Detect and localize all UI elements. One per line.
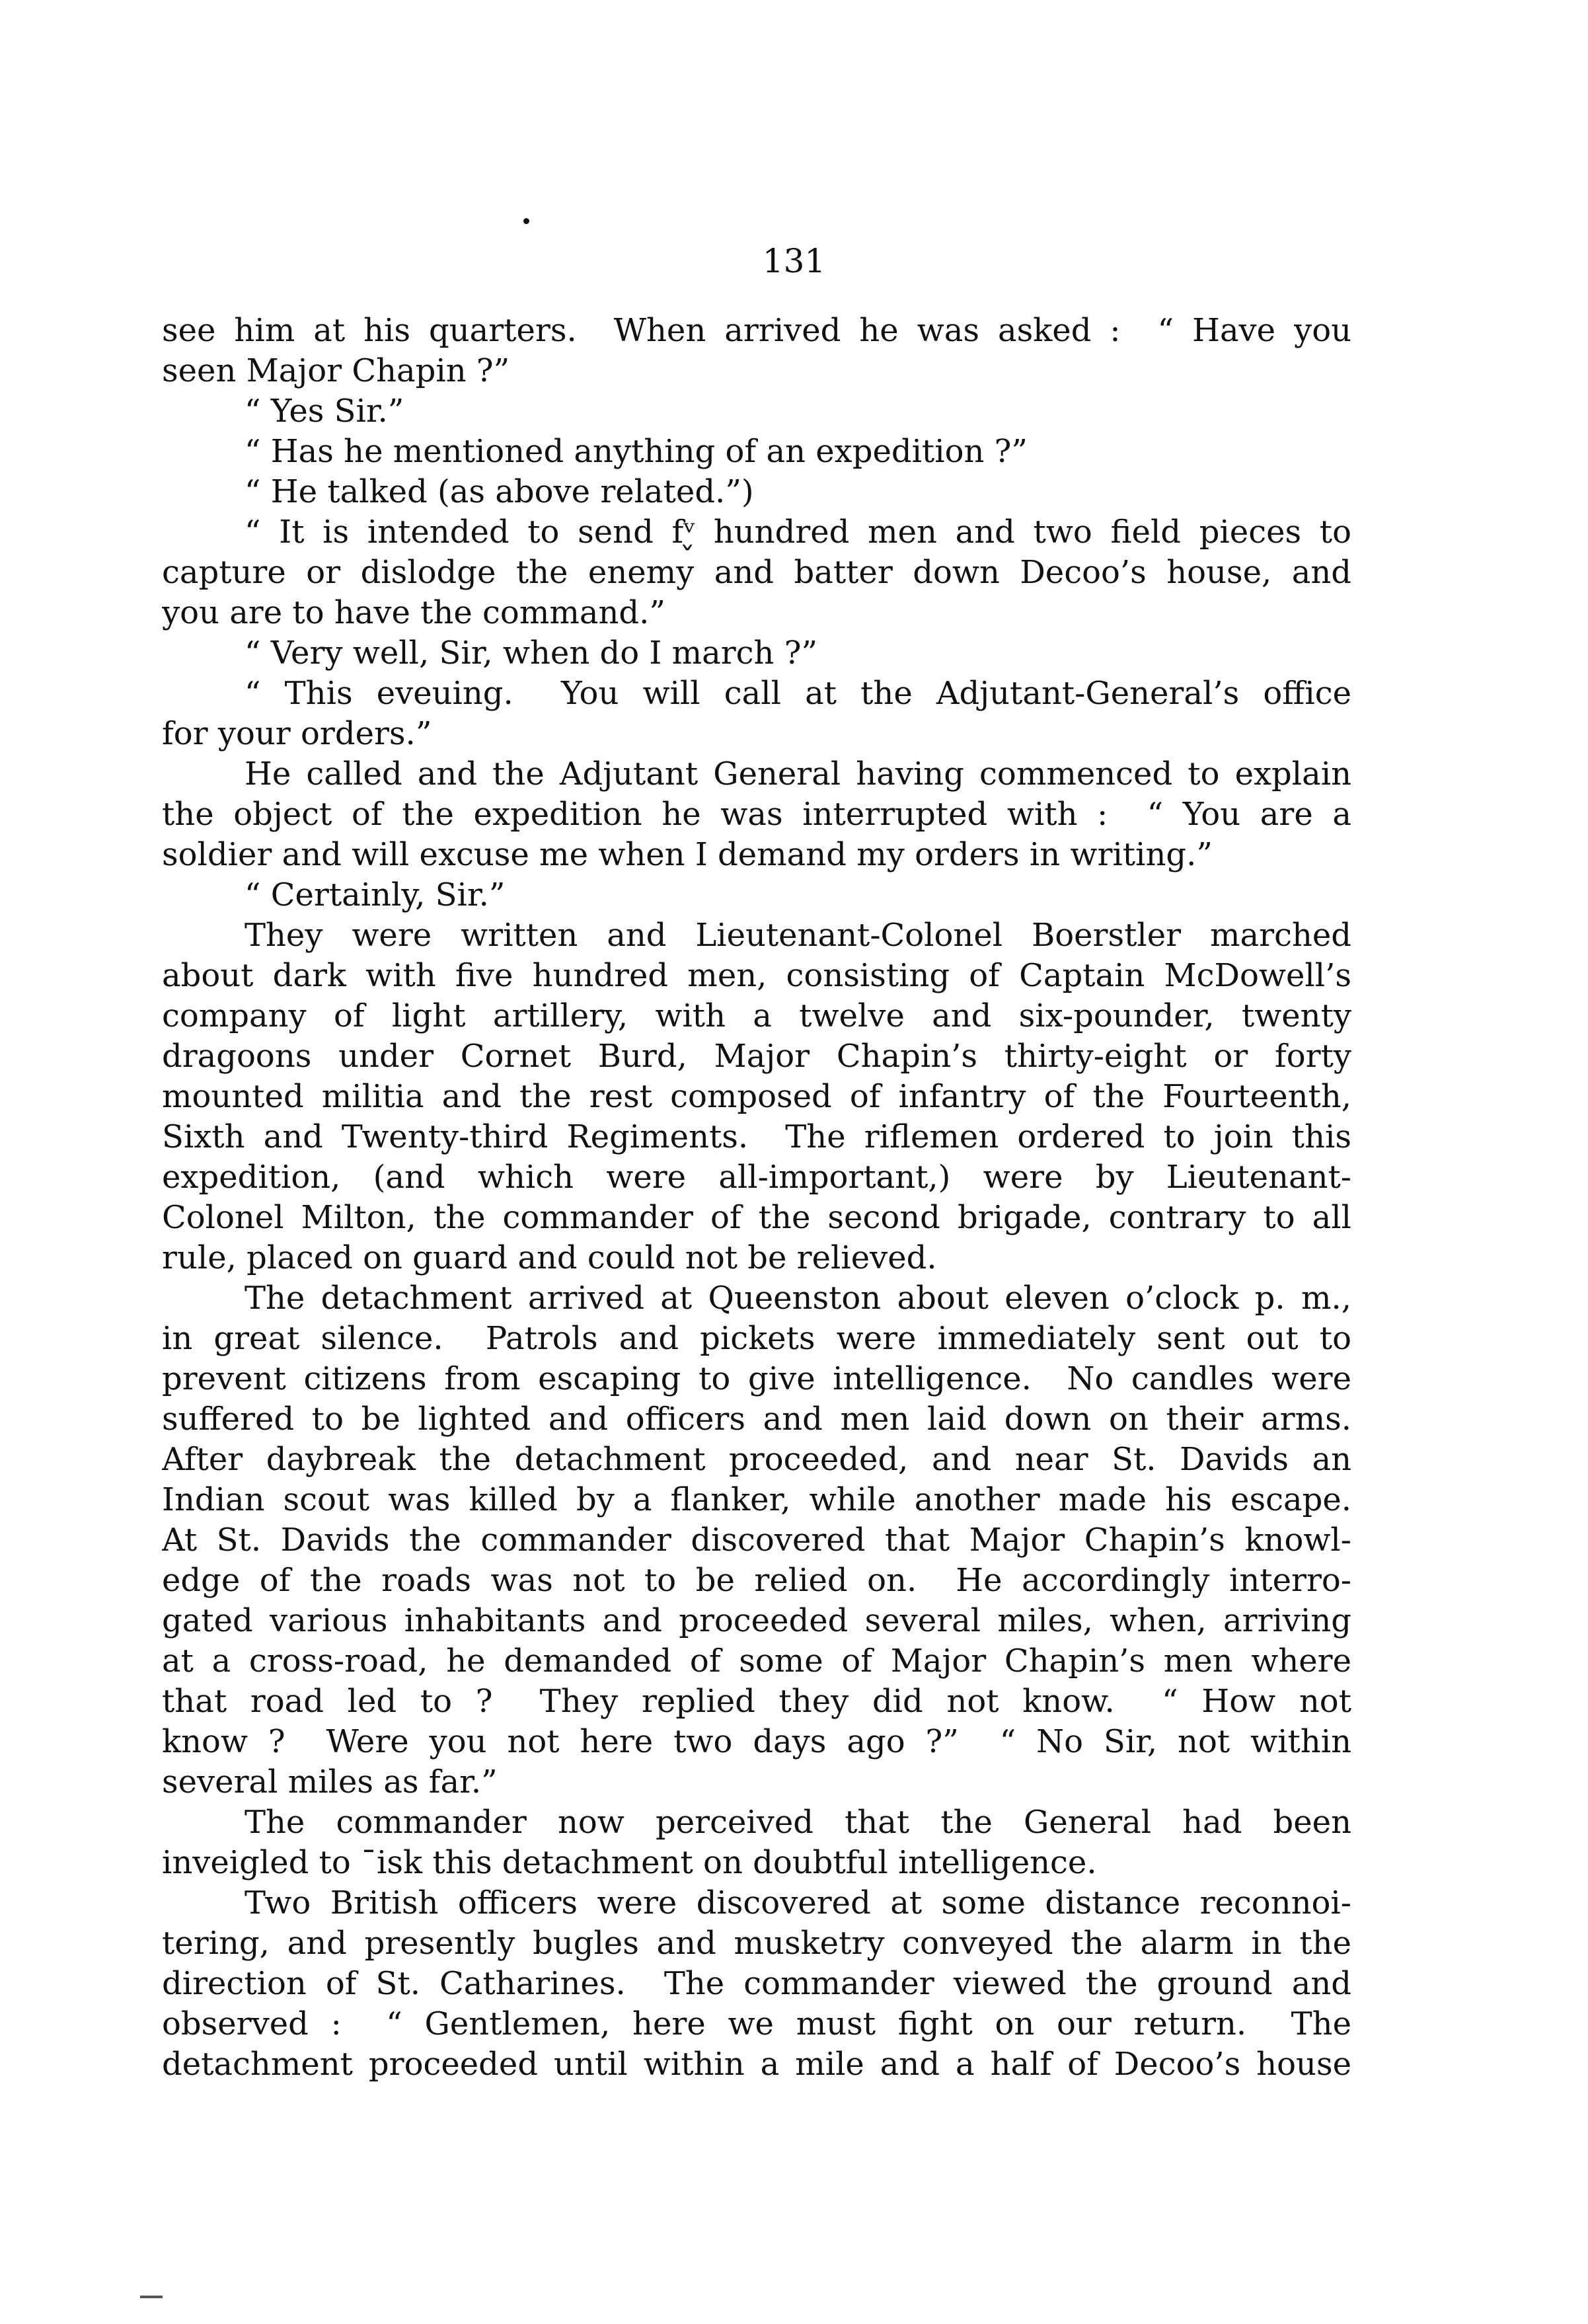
text-line: suffered to be lighted and officers and men laid down on their arms. bbox=[162, 1401, 1351, 1438]
text-line: Sixth and Twenty-third Regiments. The riflemen ordered to join this bbox=[162, 1118, 1351, 1155]
text-line: company of light artillery, with a twelve and six-pounder, twenty bbox=[162, 997, 1351, 1034]
text-line: about dark with five hundred men, consisting of Captain McDowell’s bbox=[162, 957, 1351, 994]
edge-mark bbox=[140, 2296, 163, 2298]
text-line: at a cross-road, he demanded of some of Major Chapin’s men where bbox=[162, 1643, 1351, 1680]
text-line: Indian scout was killed by a flanker, while another made his escape. bbox=[162, 1481, 1351, 1518]
text-line: The commander now perceived that the General had been bbox=[245, 1804, 1351, 1841]
page-number: 131 bbox=[762, 242, 826, 280]
text-line: know ? Were you not here two days ago ?” “ No Sir, not within bbox=[162, 1723, 1351, 1760]
body-text bbox=[162, 311, 1351, 2085]
text-line: several miles as far.” bbox=[162, 1763, 498, 1801]
text-line: “ This eveuing. You will call at the Adjutant-General’s office bbox=[245, 675, 1351, 712]
text-line: “ Yes Sir.” bbox=[245, 393, 404, 430]
text-line: direction of St. Catharines. The commander viewed the ground and bbox=[162, 1965, 1351, 2002]
text-line: the object of the expedition he was interrupted with : “ You are a bbox=[162, 796, 1351, 833]
text-line: that road led to ? They replied they did not know. “ How not bbox=[162, 1683, 1351, 1720]
text-line: see him at his quarters. When arrived he was asked : “ Have you bbox=[162, 312, 1351, 349]
text-line: tering, and presently bugles and musketry conveyed the alarm in the bbox=[162, 1925, 1351, 1962]
text-line: He called and the Adjutant General having commenced to explain bbox=[245, 755, 1351, 793]
text-line: rule, placed on guard and could not be relieved. bbox=[162, 1239, 937, 1276]
text-line: “ Has he mentioned anything of an expedition ?” bbox=[245, 433, 1028, 470]
text-line: “ Very well, Sir, when do I march ?” bbox=[245, 635, 817, 672]
stray-dot-mark bbox=[523, 218, 529, 224]
text-line: detachment proceeded until within a mile and a half of Decoo’s house bbox=[162, 2046, 1351, 2083]
text-line: Colonel Milton, the commander of the second brigade, contrary to all bbox=[162, 1199, 1351, 1236]
text-line: in great silence. Patrols and pickets were immediately sent out to bbox=[162, 1320, 1351, 1357]
text-line: soldier and will excuse me when I demand my orders in writing.” bbox=[162, 836, 1213, 873]
text-line: “ He talked (as above related.”) bbox=[245, 473, 754, 510]
text-line: observed : “ Gentlemen, here we must fight on our return. The bbox=[162, 2005, 1351, 2042]
text-line: After daybreak the detachment proceeded, and near St. Davids an bbox=[162, 1441, 1351, 1478]
text-line: gated various inhabitants and proceeded several miles, when, arriving bbox=[162, 1602, 1351, 1639]
text-line: “ It is intended to send fᵛ̬ hundred men and two field pieces to bbox=[245, 514, 1351, 551]
text-line: inveigled to ˉisk this detachment on doubtful intelligence. bbox=[162, 1844, 1097, 1881]
text-line: you are to have the command.” bbox=[162, 594, 665, 631]
text-line: Two British officers were discovered at some distance reconnoi- bbox=[245, 1884, 1351, 1921]
text-line: mounted militia and the rest composed of infantry of the Fourteenth, bbox=[162, 1078, 1351, 1115]
text-line: prevent citizens from escaping to give intelligence. No candles were bbox=[162, 1360, 1351, 1397]
text-line: At St. Davids the commander discovered that Major Chapin’s knowl- bbox=[162, 1522, 1351, 1559]
text-line: capture or dislodge the enemy and batter down Decoo’s house, and bbox=[162, 554, 1351, 591]
text-line: expedition, (and which were all-important,) were by Lieutenant- bbox=[162, 1159, 1351, 1196]
text-line: dragoons under Cornet Burd, Major Chapin’s thirty-eight or forty bbox=[162, 1038, 1351, 1075]
text-line: “ Certainly, Sir.” bbox=[245, 876, 506, 913]
text-line: They were written and Lieutenant-Colonel Boerstler marched bbox=[245, 917, 1351, 954]
text-line: seen Major Chapin ?” bbox=[162, 352, 510, 389]
text-line: The detachment arrived at Queenston about eleven o’clock p. m., bbox=[245, 1280, 1351, 1317]
text-line: edge of the roads was not to be relied on. He accordingly interro- bbox=[162, 1562, 1351, 1599]
text-line: for your orders.” bbox=[162, 715, 432, 752]
